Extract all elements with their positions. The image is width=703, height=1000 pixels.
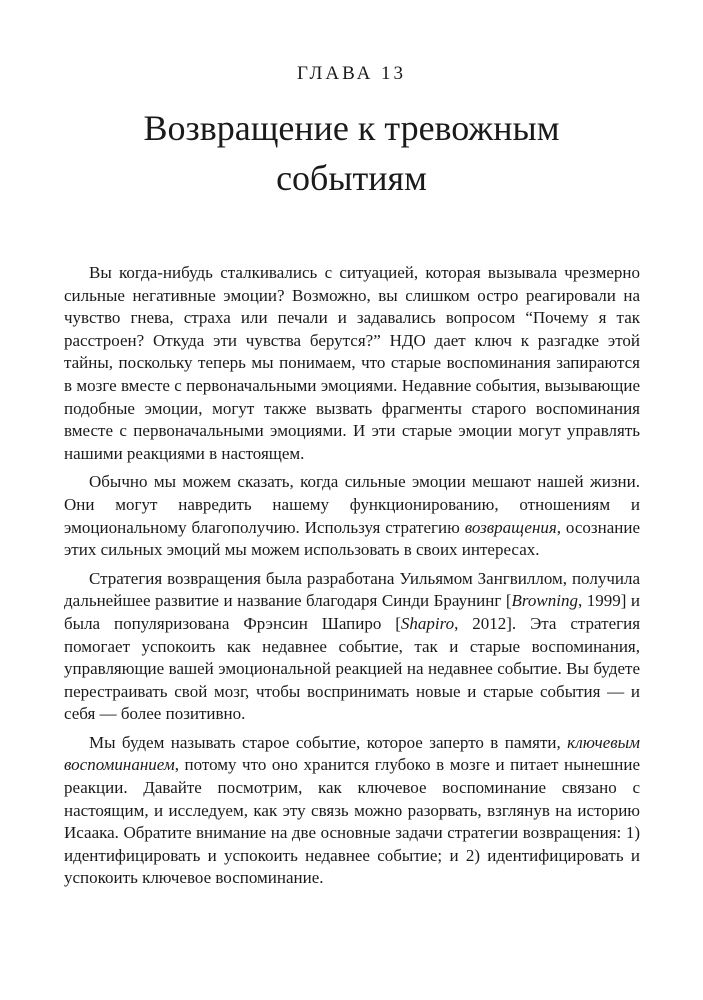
paragraph-4	[64, 732, 640, 890]
chapter-title-line-1: Возвращение к тревожным	[143, 108, 560, 148]
chapter-title-line-2: событиям	[276, 158, 427, 198]
paragraph-4-emphasis: ключевым воспоминанием	[64, 732, 640, 775]
body-text	[64, 262, 640, 896]
paragraph-3	[64, 568, 640, 726]
paragraph-2-text-b: , осознание этих сильных эмоций мы можем использовать в своих интересах.	[64, 517, 641, 560]
paragraph-2-emphasis: возвращения	[464, 517, 557, 537]
paragraph-3-text-a: Стратегия возвращения была разработана Уильямом Зангвиллом, получила дальнейшее развитие и название благодаря Синди Браунинг [	[64, 568, 640, 611]
chapter-label: ГЛАВА 13	[296, 63, 407, 84]
chapter-title	[60, 103, 643, 203]
paragraph-2	[64, 471, 640, 561]
paragraph-4-text-a: Мы будем называть старое событие, которое заперто в памяти,	[89, 732, 568, 752]
paragraph-3-text-b: , 1999] и была популяризована Фрэнсин Шапиро [	[64, 591, 640, 633]
paragraph-4-text-b: , потому что оно хранится глубоко в мозге и питает нынешние реакции. Давайте посмотрим, как ключевое воспоминание связано с настоящим, и исследуем, как эту связь можно разорвать, взглянув на историю Исаака. Обратите внимание на две основные задачи стратегии возвращения: 1) идентифицировать и успокоить недавнее событие; и 2) идентифицировать и успокоить ключевое воспоминание.	[64, 755, 640, 888]
paragraph-3-text-c: , 2012]. Эта стратегия помогает успокоить как недавнее событие, так и старые воспоминания, управляющие вашей эмоциональной реакцией на недавнее событие. Вы будете перестраивать свой мозг, чтобы воспринимать новые и старые события — и себя — более позитивно.	[64, 613, 641, 724]
citation-author-browning: Browning	[511, 591, 578, 611]
citation-author-shapiro: Shapiro	[400, 613, 455, 633]
paragraph-1	[64, 262, 640, 465]
paragraph-1-text: Вы когда-нибудь сталкивались с ситуацией, которая вызывала чрезмерно сильные негативные эмоции? Возможно, вы слишком остро реагировали на чувство гнева, страха или печали и задавались вопросом “Почему я так расстроен? Откуда эти чувства берутся?” НДО дает ключ к разгадке этой тайны, поскольку теперь мы понимаем, что старые воспоминания запираются в мозге вместе с первоначальными эмоциями. Недавние события, вызывающие подобные эмоции, могут также вызвать фрагменты старого воспоминания вместе с первоначальными эмоциями. И эти старые эмоции могут управлять нашими реакциями в настоящем.	[64, 263, 640, 463]
paragraph-2-text-a: Обычно мы можем сказать, когда сильные эмоции мешают нашей жизни. Они могут навредить нашему функционированию, отношениям и эмоциональному благополучию. Используя стратегию	[64, 472, 640, 537]
